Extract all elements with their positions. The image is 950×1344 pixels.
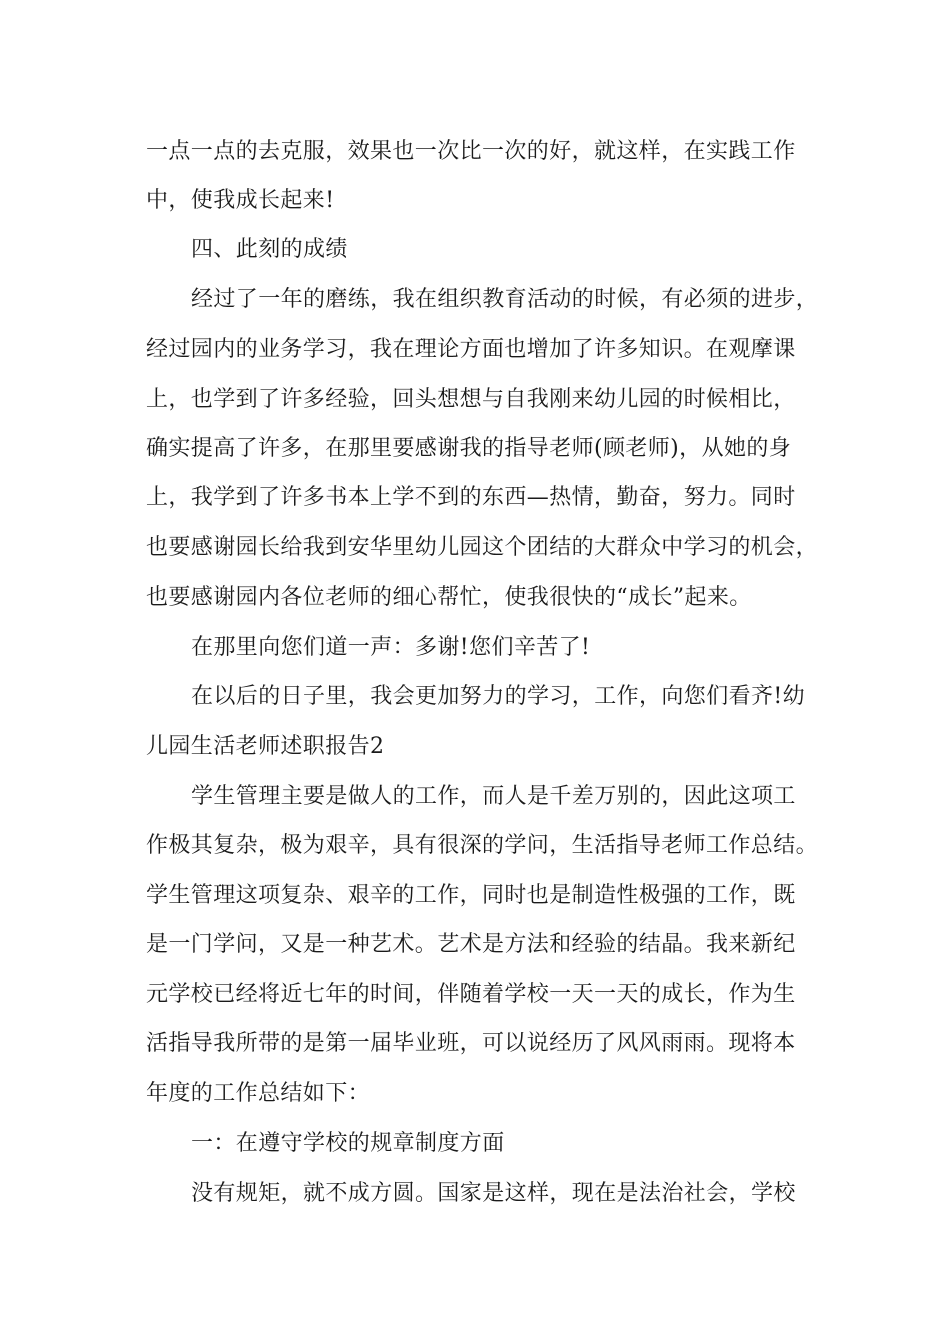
text-line: 学生管理主要是做人的工作，而人是千差万别的，因此这项工 (191, 784, 796, 809)
text-line: 也要感谢园长给我到安华里幼儿园这个团结的大群众中学习的机会， (146, 535, 819, 560)
text-line: 年度的工作总结如下： (146, 1081, 371, 1106)
report-title: 儿园生活老师述职报告2 (146, 734, 385, 759)
section-heading: 四、此刻的成绩 (191, 237, 348, 262)
text-line: 也要感谢园内各位老师的细心帮忙，使我很快的“成长”起来。 (146, 585, 752, 610)
text-line: 是一门学问，又是一种艺术。艺术是方法和经验的结晶。我来新纪 (146, 932, 796, 957)
text-line: 确实提高了许多，在那里要感谢我的指导老师(顾老师)，从她的身 (146, 436, 792, 461)
text-line: 经过了一年的磨练，我在组织教育活动的时候，有必须的进步， (191, 287, 819, 312)
text-line: 一点一点的去克服，效果也一次比一次的好，就这样，在实践工作 (146, 139, 796, 164)
text-line: 上，我学到了许多书本上学不到的东西—热情，勤奋，努力。同时 (146, 485, 796, 510)
text-line: 在以后的日子里，我会更加努力的学习，工作，向您们看齐!幼 (191, 684, 806, 709)
text-line: 上，也学到了许多经验，回头想想与自我刚来幼儿园的时候相比， (146, 387, 796, 412)
text-line: 没有规矩，就不成方圆。国家是这样，现在是法治社会，学校 (191, 1181, 796, 1206)
text-line: 作极其复杂，极为艰辛，具有很深的学问，生活指导老师工作总结。 (146, 833, 819, 858)
text-line: 学生管理这项复杂、艰辛的工作，同时也是制造性极强的工作，既 (146, 883, 796, 908)
section-heading: 一：在遵守学校的规章制度方面 (191, 1131, 505, 1156)
text-line: 元学校已经将近七年的时间，伴随着学校一天一天的成长，作为生 (146, 982, 796, 1007)
text-line: 中，使我成长起来! (146, 188, 335, 213)
text-line: 在那里向您们道一声：多谢!您们辛苦了! (191, 635, 591, 660)
text-line: 活指导我所带的是第一届毕业班，可以说经历了风风雨雨。现将本 (146, 1031, 796, 1056)
text-line: 经过园内的业务学习，我在理论方面也增加了许多知识。在观摩课 (146, 337, 796, 362)
